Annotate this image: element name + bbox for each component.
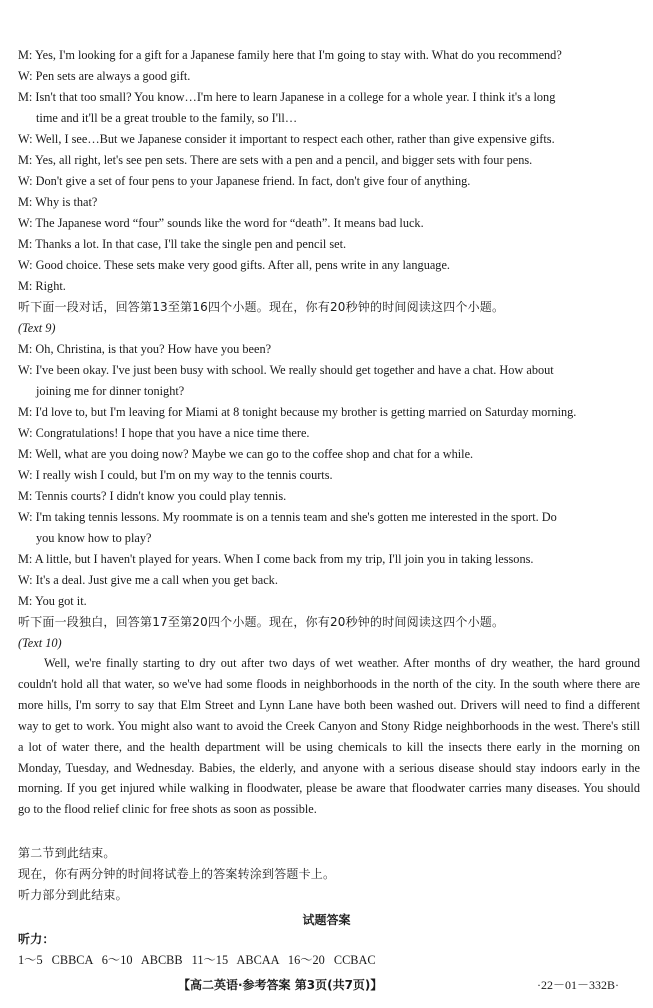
dialogue-line: W: I really wish I could, but I'm on my way to the tennis courts. (18, 468, 333, 482)
monologue-paragraph: Well, we're finally starting to dry out after two days of wet weather. After months of dry weather, the hard ground couldn't hold all that water, so we've had some floods in neighborhoods in the north of the city. In the south where there are more hills, I'm sorry to say that Elm Street and Lynn Lane have both been washed out. Drivers will need to find a different way to get to work. You might also want to avoid the Creek Canyon and Stony Ridge neighborhoods in the west. There's still a lot of water there, and the health department will be using chemicals to kill the insects there early in the morning on Monday, Tuesday, and Wednesday. Babies, the elderly, and anyone with a serious disease should stay indoors early in the morning. If you get injured while walking in floodwater, please be aware that floodwater carries many diseases. You should go to the flood relief clinic for free shots as soon as possible. (18, 656, 640, 817)
dialogue-line: W: Don't give a set of four pens to your Japanese friend. In fact, don't give four of anything. (18, 174, 471, 188)
dialogue-line: M: Isn't that too small? You know…I'm here to learn Japanese in a college for a whole year. I think it's a long (18, 90, 556, 104)
listening-label: 听力： (18, 932, 55, 946)
end-line: 第二节到此结束。 (18, 846, 116, 860)
dialogue-line: W: Good choice. These sets make very good gifts. After all, pens write in any language. (18, 258, 450, 272)
dialogue-line: joining me for dinner tonight? (36, 384, 185, 398)
instruction-text-10: 听下面一段独白，回答第17至第20四个小题。现在，你有20秒钟的时间阅读这四个小题。 (18, 615, 505, 629)
text-label-10: (Text 10) (18, 636, 62, 650)
dialogue-line: W: Well, I see…But we Japanese consider it important to respect each other, rather than give expensive gifts. (18, 132, 555, 146)
text-label-9: (Text 9) (18, 321, 56, 335)
dialogue-line: W: I'm taking tennis lessons. My roommate is on a tennis team and she's gotten me interested in the sport. Do (18, 510, 557, 524)
page-footer-code: ·22－01－332B· (537, 978, 619, 992)
dialogue-line: time and it'll be a great trouble to the family, so I'll… (36, 111, 298, 125)
answers-title: 试题答案 (302, 913, 351, 927)
dialogue-line: M: Yes, I'm looking for a gift for a Japanese family here that I'm going to stay with. What do you recommend? (18, 48, 562, 62)
dialogue-line: M: Why is that? (18, 195, 98, 209)
dialogue-line: M: Thanks a lot. In that case, I'll take the single pen and pencil set. (18, 237, 347, 251)
dialogue-line: M: Well, what are you doing now? Maybe we can go to the coffee shop and chat for a while. (18, 447, 474, 461)
dialogue-line: M: Oh, Christina, is that you? How have you been? (18, 342, 272, 356)
page-footer-label: 【高二英语·参考答案 第3页(共7页)】 (178, 978, 383, 992)
instruction-text-9: 听下面一段对话，回答第13至第16四个小题。现在，你有20秒钟的时间阅读这四个小题。 (18, 300, 505, 314)
dialogue-line: W: The Japanese word “four” sounds like the word for “death”. It means bad luck. (18, 216, 424, 230)
dialogue-line: M: A little, but I haven't played for years. When I come back from my trip, I'll join you in taking lessons. (18, 552, 534, 566)
end-line: 现在，你有两分钟的时间将试卷上的答案转涂到答题卡上。 (18, 867, 336, 881)
dialogue-line: W: It's a deal. Just give me a call when you get back. (18, 573, 278, 587)
dialogue-line: M: I'd love to, but I'm leaving for Miami at 8 tonight because my brother is getting married on Saturday morning. (18, 405, 577, 419)
dialogue-line: M: Tennis courts? I didn't know you could play tennis. (18, 489, 287, 503)
dialogue-line: M: Right. (18, 279, 66, 293)
dialogue-line: W: I've been okay. I've just been busy with school. We really should get together and have a chat. How about (18, 363, 554, 377)
answers-line: 1～5 CBBCA 6～10 ABCBB 11～15 ABCAA 16～20 CCBAC (18, 953, 376, 967)
dialogue-line: W: Pen sets are always a good gift. (18, 69, 191, 83)
dialogue-line: you know how to play? (36, 531, 152, 545)
dialogue-line: M: Yes, all right, let's see pen sets. There are sets with a pen and a pencil, and bigger sets with four pens. (18, 153, 533, 167)
end-line: 听力部分到此结束。 (18, 888, 128, 902)
dialogue-line: M: You got it. (18, 594, 87, 608)
dialogue-line: W: Congratulations! I hope that you have a nice time there. (18, 426, 310, 440)
